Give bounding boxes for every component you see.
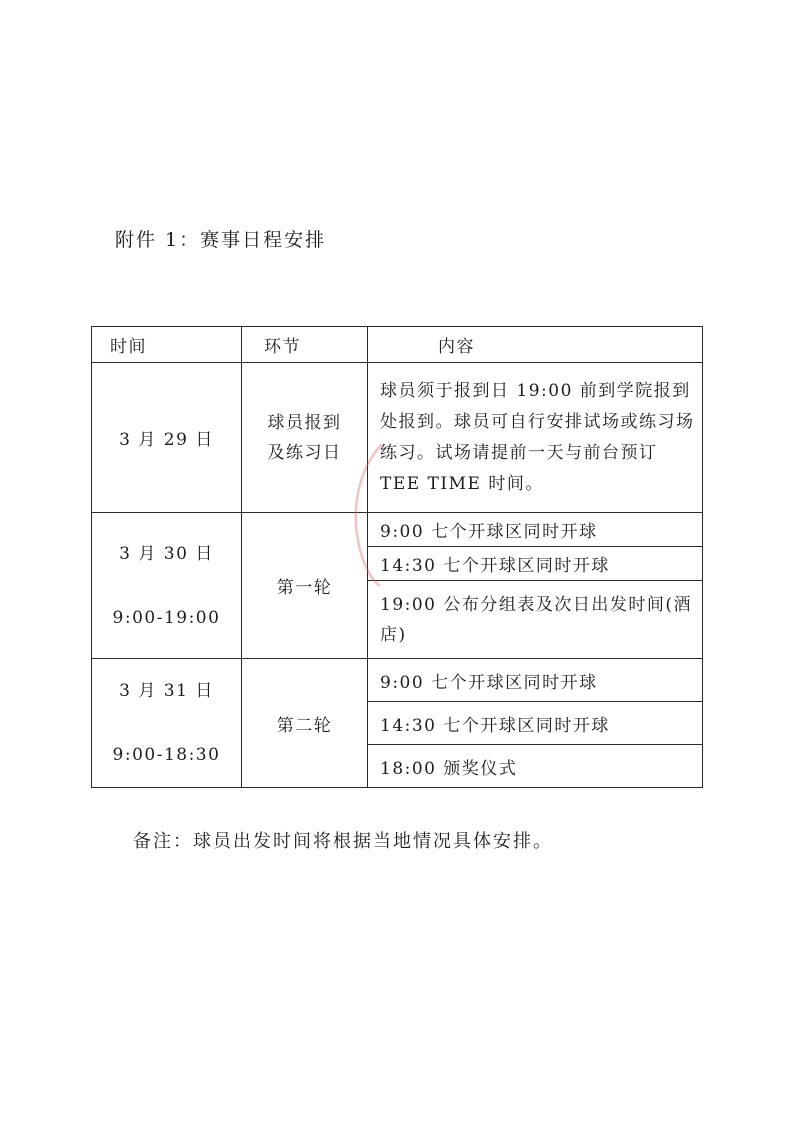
- day3-time: [92, 659, 242, 788]
- day2-item-3: 19:00 公布分组表及次日出发时间(酒店): [368, 581, 703, 659]
- day3-date: 3 月 31 日: [119, 681, 214, 701]
- day3-time-range: 9:00-18:30: [112, 745, 221, 765]
- table-row-day2-item1: [92, 513, 703, 547]
- day1-content: 球员须于报到日 19:00 前到学院报到处报到。球员可自行安排试场或练习场练习。试场请提前一天与前台预订 TEE TIME 时间。: [368, 363, 703, 513]
- day3-item-3: 18:00 颁奖仪式: [368, 745, 703, 788]
- day2-time-range: 9:00-19:00: [112, 607, 221, 628]
- attachment-heading: 附件 1：赛事日程安排: [115, 229, 327, 251]
- day2-item-2: 14:30 七个开球区同时开球: [368, 547, 703, 581]
- table-header-row: [92, 327, 703, 363]
- table-row-day1: [92, 363, 703, 513]
- day2-date: 3 月 30 日: [119, 543, 214, 564]
- day3-item-2: 14:30 七个开球区同时开球: [368, 702, 703, 745]
- schedule-table: [91, 326, 703, 788]
- day3-stage: 第二轮: [242, 659, 368, 788]
- day2-time: [92, 513, 242, 659]
- header-content: 内容: [368, 327, 703, 363]
- table-row-day3-item1: [92, 659, 703, 702]
- day2-stage: 第一轮: [242, 513, 368, 659]
- day2-item-1: 9:00 七个开球区同时开球: [368, 513, 703, 547]
- day1-date: 3 月 29 日: [92, 363, 242, 513]
- header-time: 时间: [92, 327, 242, 363]
- day1-stage-line1: 球员报到: [267, 412, 342, 433]
- day1-stage: [242, 363, 368, 513]
- day1-stage-line2: 及练习日: [267, 442, 342, 463]
- remarks-note: 备注：球员出发时间将根据当地情况具体安排。: [133, 831, 553, 852]
- header-stage: 环节: [242, 327, 368, 363]
- day3-item-1: 9:00 七个开球区同时开球: [368, 659, 703, 702]
